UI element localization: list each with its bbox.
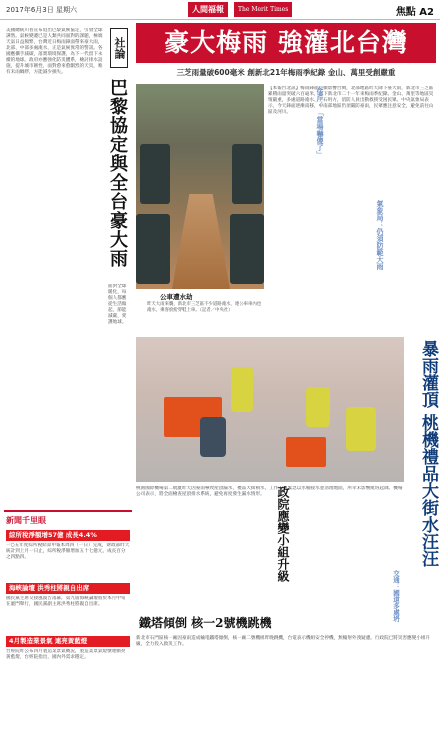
airport-story [136, 486, 404, 612]
editorial-text-2: 面對全球暖化，每個人都應從生活做起，節能減碳，愛護地球。 [108, 284, 127, 325]
issue-date: 2017年6月3日 星期六 [6, 6, 77, 14]
worker-vest [346, 407, 376, 451]
bus-seat-right-lower [230, 214, 264, 284]
photo1-caption-title: 公車遭水劫 [160, 293, 193, 301]
nuclear-headline: 鐵塔傾倒 核一2號機跳機 [139, 616, 272, 630]
worker-vest [231, 367, 253, 412]
worker-vest [306, 387, 330, 427]
page-header [0, 0, 440, 20]
section-label: 焦點 A2 [395, 7, 434, 18]
news-item-title: 綜所稅淨額增57億 成長4.4% [6, 530, 130, 541]
flooded-aisle [172, 194, 230, 289]
news-item-title: 4月製造業景氣 連亮黃藍燈 [6, 636, 130, 647]
nuclear-story-text: 新北市石門區核一廠因豪雨造成輸電鐵塔傾倒，核一廠二號機組昨晚跳機，台電表示機組安全停機，無輻射外洩疑慮。行政院已將災害應變小組升級，全力投入救災工作。 [136, 636, 431, 647]
news-item-text: 台經院昨公布四月製造業景氣概況，製造業景氣燈號連續亮黃藍燈，台經院指出，國內外需求穩定。 [6, 649, 126, 660]
airport-headline: 暴雨灌頂 桃機禮品大街水汪汪 [418, 340, 438, 567]
main-subheadline: 三芝雨量破600毫米 創新北21年梅雨季紀錄 金山、萬里受創嚴重 [176, 68, 396, 77]
news-brief-box [4, 510, 132, 725]
editorial-title: 巴黎協定與全台豪大雨 [107, 78, 128, 268]
editorial-badge: 社論 [110, 28, 128, 68]
photo1-caption-text: 昨天大雨來襲，新北市三芝區不少道路淹水，連公車車內也淹水，乘客紛紛穿鞋上車。（記者／中央社） [147, 302, 262, 313]
bus-seat-right [232, 144, 262, 204]
editorial-text: 美國總統川普宣布退出巴黎氣候協定，引發全球譁然。氣候變遷已是人類共同面對的課題，極端天氣日益頻繁，台灣近日梅雨鋒面帶來豪大雨，北部、中部多處淹水，正是氣候異常的警訊。各國應攜手減碳，落實環境保護，為下一代留下永續的地球。政府亦應強化防災體系，檢討排水設施，提升城市韌性，面對愈來愈劇烈的天災，唯有未雨綢繆，方能減少損失。 [6, 28, 103, 75]
main-story-text: 【本報台北訊】梅雨鋒面持續影響台灣，北部地區昨天降下豪大雨，新北市三芝區累積雨量突破六百毫米，創下新北市二十一年來梅雨季紀錄。金山、萬里等地區災情嚴重，多處道路淹水、土石坍方，消防人員出動救援受困民眾。中央氣象局表示，今天鋒面逐漸南移，中南部地區仍須嚴防豪雨，民眾應注意安全，避免前往山區及河川。 [268, 86, 434, 115]
news-item-title: 海峽論壇 洪秀柱將親自出席 [6, 583, 130, 594]
main-story [268, 86, 436, 331]
editorial-body [6, 28, 104, 498]
airport-flood-photo [136, 337, 404, 482]
newspaper-logo-en: The Merit Times [234, 2, 292, 17]
news-item-text: 一○五年度綜所稅結算申報本周四（一日）完成，財政部昨天統計到上月一日止，綜所稅淨額增加五十七億元，成長百分之四點四。 [6, 543, 130, 560]
newspaper-logo: 人間福報 [188, 2, 228, 17]
orange-bin [286, 437, 326, 467]
worker-uniform [200, 417, 226, 457]
news-box-title: 新聞千里眼 [6, 516, 46, 525]
news-item-text: 國民黨主席交接風波告落幕，第九屆海峽論壇將於本月中旬在廈門舉行，國民黨副主席洪秀柱將親自出席。 [6, 596, 126, 607]
bus-seat-left-lower [136, 214, 170, 284]
cabinet-headline: 政院應變小組升級 [276, 486, 290, 582]
editorial-body-continued [108, 284, 130, 494]
main-headline-banner: 豪大梅雨 強灌北台灣 [136, 23, 436, 63]
editorial-column [4, 24, 132, 504]
airport-story-text: 桃園國際機場第二航廈昨天因豪雨導致屋頂漏水，禮品大街積水，工作人員緊急以水桶接水並清理地面，所幸未影響航班起降。機場公司表示，將全面檢查屋頂排水系統，避免再度發生漏水情形。 [136, 486, 403, 497]
pullquote-traffic: 交通：國道多處坍 [392, 570, 400, 622]
pullquote-weather-bureau: 氣象局：仍須防範大雨 [376, 200, 384, 270]
bus-seat-left [140, 144, 170, 204]
pullquote-residents: 住戶：「當場嚇傻了」 [316, 88, 324, 158]
flooded-bus-photo [136, 84, 264, 289]
